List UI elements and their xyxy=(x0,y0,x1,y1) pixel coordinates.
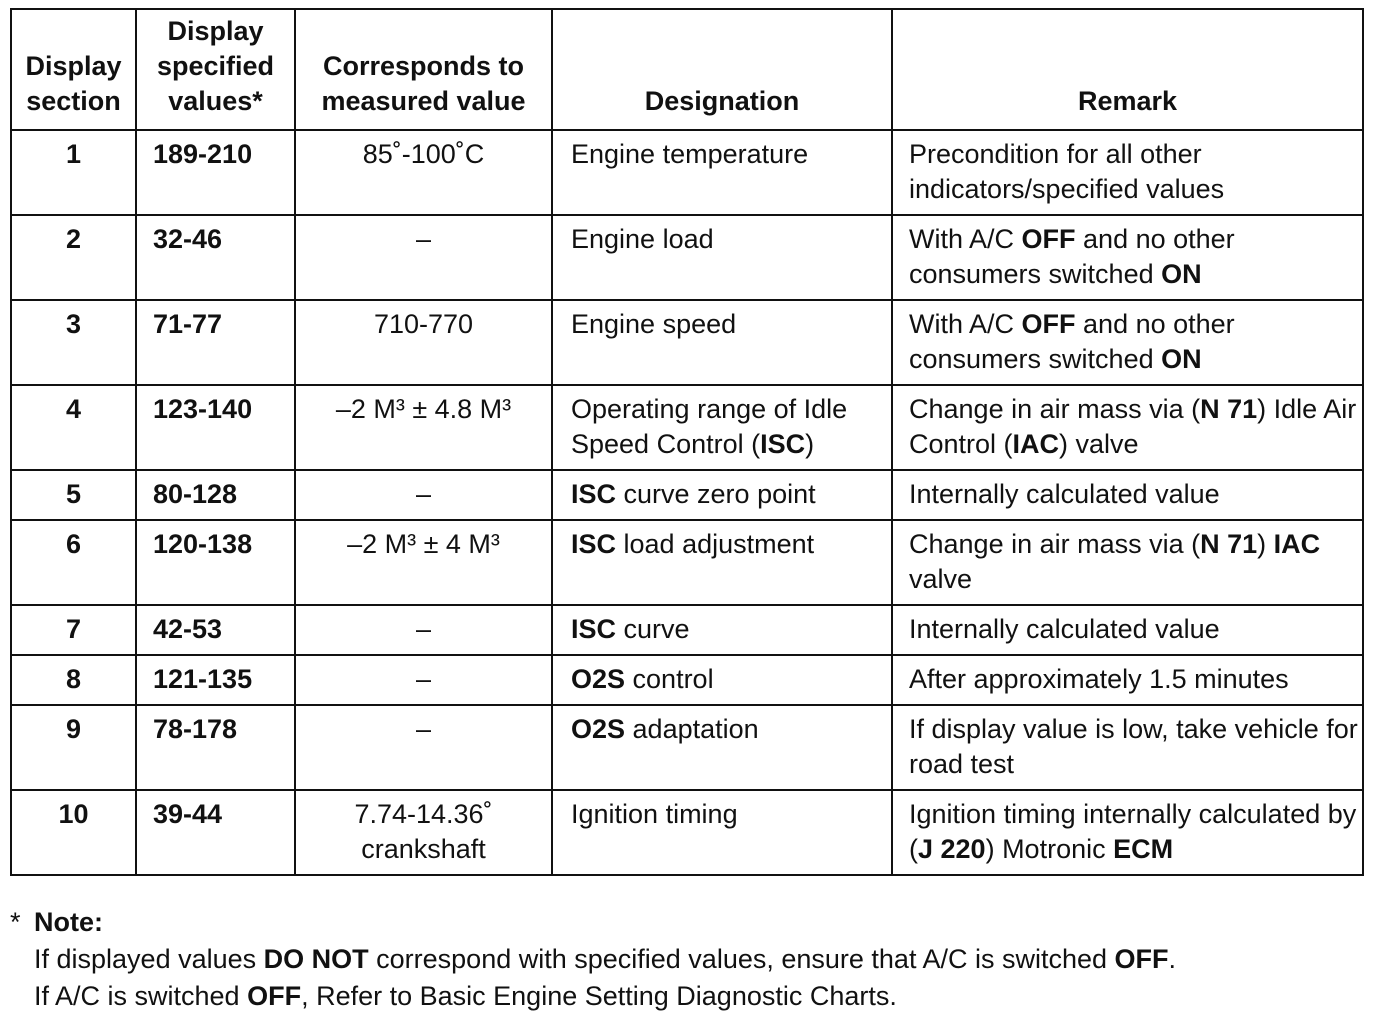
cell-line: – xyxy=(415,664,432,694)
bold-text-run: N 71 xyxy=(1200,529,1258,559)
bold-text-run: ISC xyxy=(760,429,806,459)
bold-text-run: IAC xyxy=(1273,529,1321,559)
bold-text-run: J 220 xyxy=(918,834,986,864)
bold-text-run: O2S xyxy=(571,714,626,744)
designation-cell xyxy=(552,215,892,300)
footnote-asterisk: * xyxy=(10,907,21,937)
specified-values-cell: 189-210 xyxy=(136,130,295,215)
text-run: ) Idle Air Control ( xyxy=(909,394,1357,459)
text-run: Internally calculated value xyxy=(909,479,1220,509)
bold-text-run: O2S xyxy=(571,664,626,694)
designation-cell xyxy=(552,655,892,705)
designation-cell xyxy=(552,300,892,385)
display-values-table xyxy=(10,8,1364,876)
designation-cell xyxy=(552,705,892,790)
text-run: Ignition timing xyxy=(571,799,738,829)
footnote xyxy=(10,904,1350,1015)
note-title: Note: xyxy=(34,907,103,937)
display-section-cell: 4 xyxy=(11,385,136,470)
display-section-cell: 10 xyxy=(11,790,136,875)
designation-cell xyxy=(552,385,892,470)
cell-line: –2 M³ ± 4 M³ xyxy=(347,529,500,559)
cell-line: 85˚-100˚C xyxy=(362,139,485,169)
bold-text-run: IAC xyxy=(1012,429,1060,459)
designation-cell xyxy=(552,470,892,520)
specified-values-cell: 71-77 xyxy=(136,300,295,385)
text-run: Engine load xyxy=(571,224,714,254)
specified-values-cell: 80-128 xyxy=(136,470,295,520)
display-section-cell: 5 xyxy=(11,470,136,520)
bold-text-run: ISC xyxy=(571,479,617,509)
text-run: With A/C xyxy=(909,309,1022,339)
bold-text-run: OFF xyxy=(1021,224,1076,254)
note-line-2 xyxy=(10,978,1350,1015)
text-run: , Refer to Basic Engine Setting Diagnostic Charts. xyxy=(301,981,897,1011)
text-run: If display value is low, take vehicle for road test xyxy=(909,714,1358,779)
remark-cell xyxy=(892,470,1363,520)
cell-line: – xyxy=(415,614,432,644)
bold-text-run: ECM xyxy=(1113,834,1174,864)
display-section-cell: 6 xyxy=(11,520,136,605)
note-line-1 xyxy=(10,941,1350,978)
text-run: correspond with specified values, ensure that A/C is switched xyxy=(368,944,1115,974)
header-designation: Designation xyxy=(552,9,892,130)
measured-value-cell xyxy=(295,470,552,520)
text-run: curve xyxy=(616,614,690,644)
bold-text-run: ISC xyxy=(571,529,617,559)
designation-cell xyxy=(552,605,892,655)
specified-values-cell: 39-44 xyxy=(136,790,295,875)
remark-cell xyxy=(892,130,1363,215)
measured-value-cell xyxy=(295,705,552,790)
text-run: . xyxy=(1168,944,1177,974)
table-body xyxy=(11,130,1363,875)
specified-values-cell: 32-46 xyxy=(136,215,295,300)
remark-cell xyxy=(892,705,1363,790)
remark-cell xyxy=(892,215,1363,300)
bold-text-run: ON xyxy=(1161,344,1202,374)
text-run: Change in air mass via ( xyxy=(909,394,1201,424)
remark-cell xyxy=(892,790,1363,875)
text-run: Ignition timing internally calculated by ( xyxy=(909,799,1357,864)
table-row xyxy=(11,130,1363,215)
bold-text-run: ISC xyxy=(571,614,617,644)
text-run: After approximately 1.5 minutes xyxy=(909,664,1289,694)
table-row xyxy=(11,385,1363,470)
text-run: valve xyxy=(909,564,973,594)
text-run: adaptation xyxy=(625,714,759,744)
designation-cell xyxy=(552,130,892,215)
measured-value-cell xyxy=(295,790,552,875)
display-section-cell: 1 xyxy=(11,130,136,215)
text-run: ) Motronic xyxy=(985,834,1114,864)
table-row xyxy=(11,300,1363,385)
remark-cell xyxy=(892,385,1363,470)
text-run: Precondition for all other indicators/specified values xyxy=(909,139,1225,204)
text-run: and no other consumers switched xyxy=(909,309,1235,374)
cell-line: – xyxy=(415,714,432,744)
cell-line: 7.74-14.36˚ xyxy=(354,799,493,829)
text-run: and no other consumers switched xyxy=(909,224,1235,289)
bold-text-run: OFF xyxy=(1114,944,1169,974)
text-run: load adjustment xyxy=(616,529,815,559)
text-run: Operating range of Idle Speed Control ( xyxy=(571,394,848,459)
cell-line: – xyxy=(415,224,432,254)
table-row xyxy=(11,705,1363,790)
bold-text-run: ON xyxy=(1161,259,1202,289)
cell-line: crankshaft xyxy=(361,834,486,864)
designation-cell xyxy=(552,790,892,875)
text-run: control xyxy=(625,664,714,694)
table-row xyxy=(11,790,1363,875)
measured-value-cell xyxy=(295,605,552,655)
remark-cell xyxy=(892,655,1363,705)
text-run: Change in air mass via ( xyxy=(909,529,1201,559)
text-run: curve zero point xyxy=(616,479,816,509)
header-measured-value: Corresponds to measured value xyxy=(295,9,552,130)
cell-line: –2 M³ ± 4.8 M³ xyxy=(335,394,512,424)
specified-values-cell: 42-53 xyxy=(136,605,295,655)
header-display-section: Display section xyxy=(11,9,136,130)
text-run: If A/C is switched xyxy=(34,981,248,1011)
measured-value-cell xyxy=(295,655,552,705)
table-row xyxy=(11,520,1363,605)
cell-line: 710-770 xyxy=(373,309,474,339)
measured-value-cell xyxy=(295,300,552,385)
specified-values-cell: 123-140 xyxy=(136,385,295,470)
remark-cell xyxy=(892,520,1363,605)
header-remark: Remark xyxy=(892,9,1363,130)
table-row xyxy=(11,215,1363,300)
bold-text-run: N 71 xyxy=(1200,394,1258,424)
text-run: If displayed values xyxy=(34,944,264,974)
display-section-cell: 8 xyxy=(11,655,136,705)
bold-text-run: OFF xyxy=(247,981,302,1011)
header-row xyxy=(11,9,1363,130)
text-run: ) xyxy=(1257,529,1274,559)
display-section-cell: 9 xyxy=(11,705,136,790)
note-heading xyxy=(10,904,1350,941)
measured-value-cell xyxy=(295,385,552,470)
remark-cell xyxy=(892,605,1363,655)
bold-text-run: DO NOT xyxy=(263,944,369,974)
measured-value-cell xyxy=(295,215,552,300)
header-display-specified-values: Display specified values* xyxy=(136,9,295,130)
measured-value-cell xyxy=(295,520,552,605)
remark-cell xyxy=(892,300,1363,385)
text-run: ) valve xyxy=(1059,429,1139,459)
text-run: Engine temperature xyxy=(571,139,809,169)
table-row xyxy=(11,605,1363,655)
text-run: Engine speed xyxy=(571,309,737,339)
measured-value-cell xyxy=(295,130,552,215)
specified-values-cell: 121-135 xyxy=(136,655,295,705)
text-run: ) xyxy=(805,429,815,459)
specified-values-cell: 120-138 xyxy=(136,520,295,605)
table-row xyxy=(11,655,1363,705)
specified-values-cell: 78-178 xyxy=(136,705,295,790)
display-section-cell: 3 xyxy=(11,300,136,385)
cell-line: – xyxy=(415,479,432,509)
display-section-cell: 7 xyxy=(11,605,136,655)
table-row xyxy=(11,470,1363,520)
text-run: With A/C xyxy=(909,224,1022,254)
text-run: Internally calculated value xyxy=(909,614,1220,644)
designation-cell xyxy=(552,520,892,605)
display-section-cell: 2 xyxy=(11,215,136,300)
bold-text-run: OFF xyxy=(1021,309,1076,339)
